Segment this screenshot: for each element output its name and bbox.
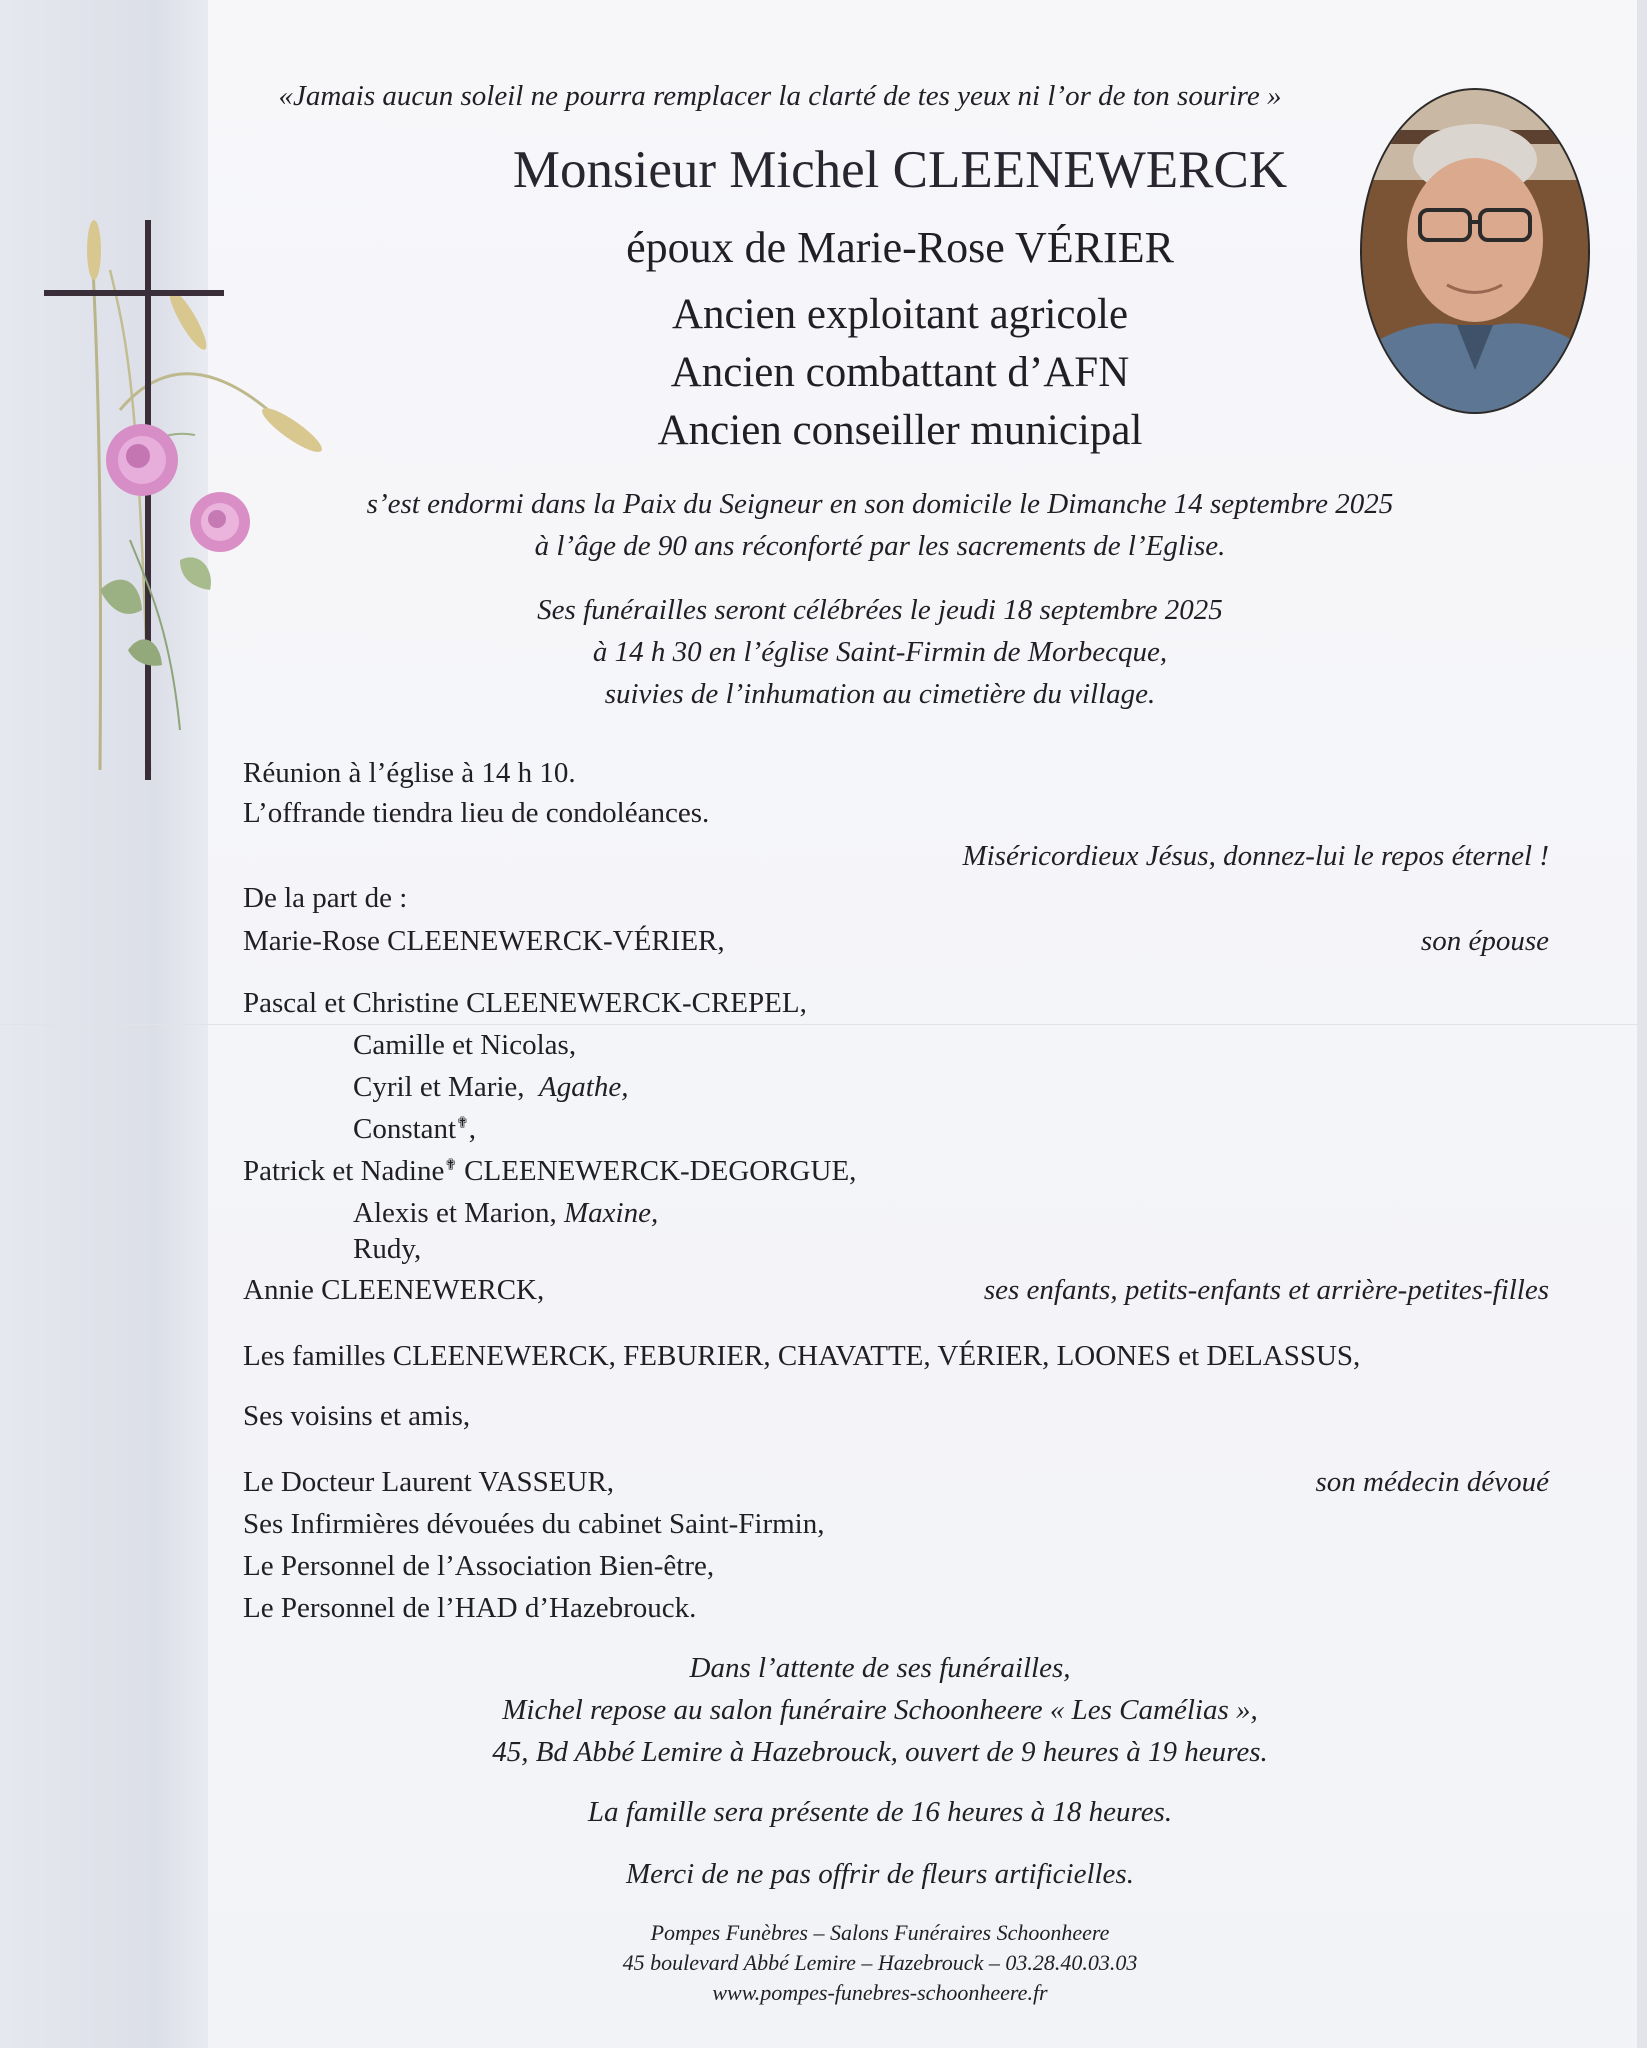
funeral-line: Ses funérailles seront célébrées le jeudi 18 septembre 2025 <box>537 594 1223 626</box>
footer-address: 45 boulevard Abbé Lemire – Hazebrouck – 03.28.40.03.03 <box>622 1950 1138 1975</box>
rest-line: Dans l’attente de ses funérailles, <box>689 1652 1071 1684</box>
cross-vertical <box>145 220 151 780</box>
family-member <box>243 1155 856 1188</box>
neighbours-line: Ses voisins et amis, <box>243 1400 471 1432</box>
spouse-line: époux de Marie-Rose VÉRIER <box>626 223 1174 272</box>
opening-quote: «Jamais aucun soleil ne pourra remplacer la clarté de tes yeux ni l’or de ton sourire » <box>278 80 1282 112</box>
rose-icon <box>190 492 250 552</box>
offering-line: L’offrande tiendra lieu de condoléances. <box>243 797 710 829</box>
nurses-line: Ses Infirmières dévouées du cabinet Saint-Firmin, <box>243 1508 825 1540</box>
family-member: Marie-Rose CLEENEWERCK-VÉRIER, <box>243 925 725 957</box>
funeral-line: à 14 h 30 en l’église Saint-Firmin de Morbecque, <box>592 636 1168 668</box>
role-line: Ancien conseiller municipal <box>657 407 1143 454</box>
fold-line <box>0 1024 1647 1025</box>
death-notice-line: s’est endormi dans la Paix du Seigneur en son domicile le Dimanche 14 septembre 2025 <box>366 488 1394 520</box>
relation-label: son médecin dévoué <box>1315 1466 1549 1498</box>
role-line: Ancien combattant d’AFN <box>670 349 1130 396</box>
family-member-name: Constant <box>353 1113 457 1145</box>
relation-label: ses enfants, petits-enfants et arrière-petites-filles <box>983 1274 1549 1306</box>
great-grandchild-name: Agathe, <box>539 1071 629 1103</box>
family-member <box>353 1197 658 1230</box>
deceased-name: Monsieur Michel CLEENEWERCK <box>512 141 1288 199</box>
family-member <box>353 1071 628 1104</box>
family-member: Annie CLEENEWERCK, <box>243 1274 545 1306</box>
deceased-cross-icon: ✟ <box>456 1115 469 1132</box>
presence-line: La famille sera présente de 16 heures à 18 heures. <box>587 1796 1173 1828</box>
great-grandchild-name: Maxine, <box>564 1197 659 1229</box>
role-line: Ancien exploitant agricole <box>671 291 1129 338</box>
footer-company: Pompes Funèbres – Salons Funéraires Schoonheere <box>650 1920 1110 1945</box>
family-member-name: Patrick et Nadine <box>243 1155 445 1187</box>
funeral-line: suivies de l’inhumation au cimetière du village. <box>604 678 1156 710</box>
doctor-line: Le Docteur Laurent VASSEUR, <box>243 1466 615 1498</box>
rest-line: Michel repose au salon funéraire Schoonheere « Les Camélias », <box>502 1694 1258 1726</box>
from-label: De la part de : <box>243 882 408 914</box>
no-flowers-line: Merci de ne pas offrir de fleurs artificielles. <box>626 1858 1134 1890</box>
family-member: Rudy, <box>353 1233 422 1265</box>
relation-label: son épouse <box>1420 925 1549 957</box>
association-line: Le Personnel de l’Association Bien-être, <box>243 1550 715 1582</box>
deceased-cross-icon: ✟ <box>444 1157 457 1174</box>
families-line: Les familles CLEENEWERCK, FEBURIER, CHAVATTE, VÉRIER, LOONES et DELASSUS, <box>243 1340 1361 1372</box>
separator: , <box>468 1113 476 1145</box>
family-member: Pascal et Christine CLEENEWERCK-CREPEL, <box>243 987 807 1019</box>
death-notice-line: à l’âge de 90 ans réconforté par les sacrements de l’Eglise. <box>534 530 1226 562</box>
rose-icon <box>106 424 178 496</box>
prayer-line: Miséricordieux Jésus, donnez-lui le repos éternel ! <box>962 840 1549 872</box>
wheat-ear-icon <box>87 220 327 458</box>
rest-line: 45, Bd Abbé Lemire à Hazebrouck, ouvert de 9 heures à 19 heures. <box>492 1736 1268 1768</box>
footer-website: www.pompes-funebres-schoonheere.fr <box>712 1980 1048 2005</box>
family-member-name: Cyril et Marie, <box>353 1071 525 1103</box>
cross-horizontal <box>44 290 224 296</box>
family-member-surname: CLEENEWERCK-DEGORGUE, <box>456 1155 857 1187</box>
family-member-name: Alexis et Marion, <box>353 1197 557 1229</box>
meeting-line: Réunion à l’église à 14 h 10. <box>243 757 576 789</box>
had-line: Le Personnel de l’HAD d’Hazebrouck. <box>243 1592 697 1624</box>
family-member: Camille et Nicolas, <box>353 1029 577 1061</box>
family-member <box>353 1113 476 1146</box>
portrait-photo <box>1362 90 1588 412</box>
portrait-illustration <box>1362 90 1588 412</box>
